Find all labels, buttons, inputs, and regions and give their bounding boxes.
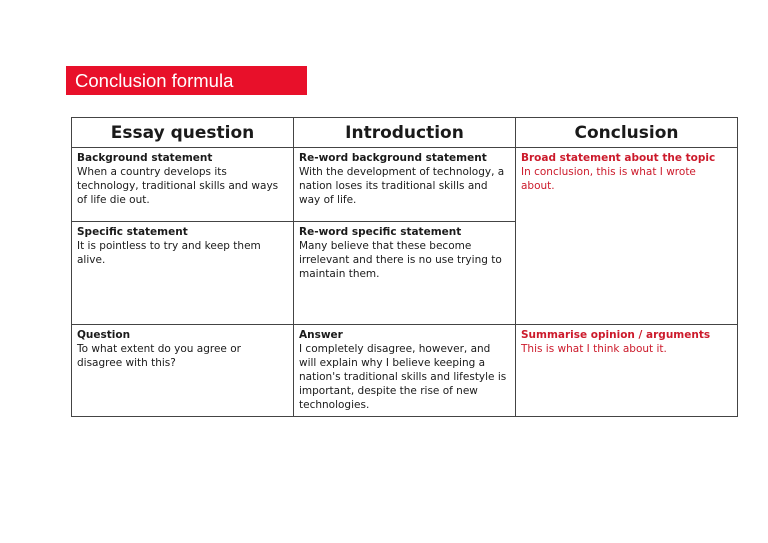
table-row xyxy=(72,148,738,222)
cell-label: Specific statement xyxy=(77,226,188,238)
essay-background-cell xyxy=(72,148,294,222)
cell-label: Background statement xyxy=(77,152,213,164)
column-header-essay-question: Essay question xyxy=(72,118,294,148)
cell-label: Answer xyxy=(299,329,343,341)
cell-text: This is what I think about it. xyxy=(521,343,667,355)
conclusion-broad-statement-cell xyxy=(516,148,738,325)
cell-text: To what extent do you agree or disagree with this? xyxy=(77,343,241,369)
conclusion-formula-table xyxy=(71,117,738,417)
conclusion-summarise-cell xyxy=(516,325,738,417)
cell-label: Question xyxy=(77,329,131,341)
cell-text: With the development of technology, a nation loses its traditional skills and way of life. xyxy=(299,166,505,206)
page-title: Conclusion formula xyxy=(66,66,307,95)
essay-question-cell xyxy=(72,325,294,417)
cell-text: It is pointless to try and keep them alive. xyxy=(77,240,261,266)
cell-text: In conclusion, this is what I wrote about. xyxy=(521,166,696,192)
cell-label: Summarise opinion / arguments xyxy=(521,329,711,341)
cell-text: When a country develops its technology, traditional skills and ways of life die out. xyxy=(77,166,279,206)
cell-text: I completely disagree, however, and will explain why I believe keeping a nation's traditional skills and lifestyle is important, despite the rise of new technologies. xyxy=(299,343,507,411)
column-header-introduction: Introduction xyxy=(294,118,516,148)
intro-background-cell xyxy=(294,148,516,222)
essay-specific-cell xyxy=(72,222,294,325)
cell-label: Broad statement about the topic xyxy=(521,152,716,164)
cell-label: Re-word background statement xyxy=(299,152,487,164)
intro-specific-cell xyxy=(294,222,516,325)
column-header-conclusion: Conclusion xyxy=(516,118,738,148)
cell-label: Re-word specific statement xyxy=(299,226,462,238)
cell-text: Many believe that these become irrelevant and there is no use trying to maintain them. xyxy=(299,240,502,280)
table-header-row xyxy=(72,118,738,148)
intro-answer-cell xyxy=(294,325,516,417)
table-row xyxy=(72,325,738,417)
